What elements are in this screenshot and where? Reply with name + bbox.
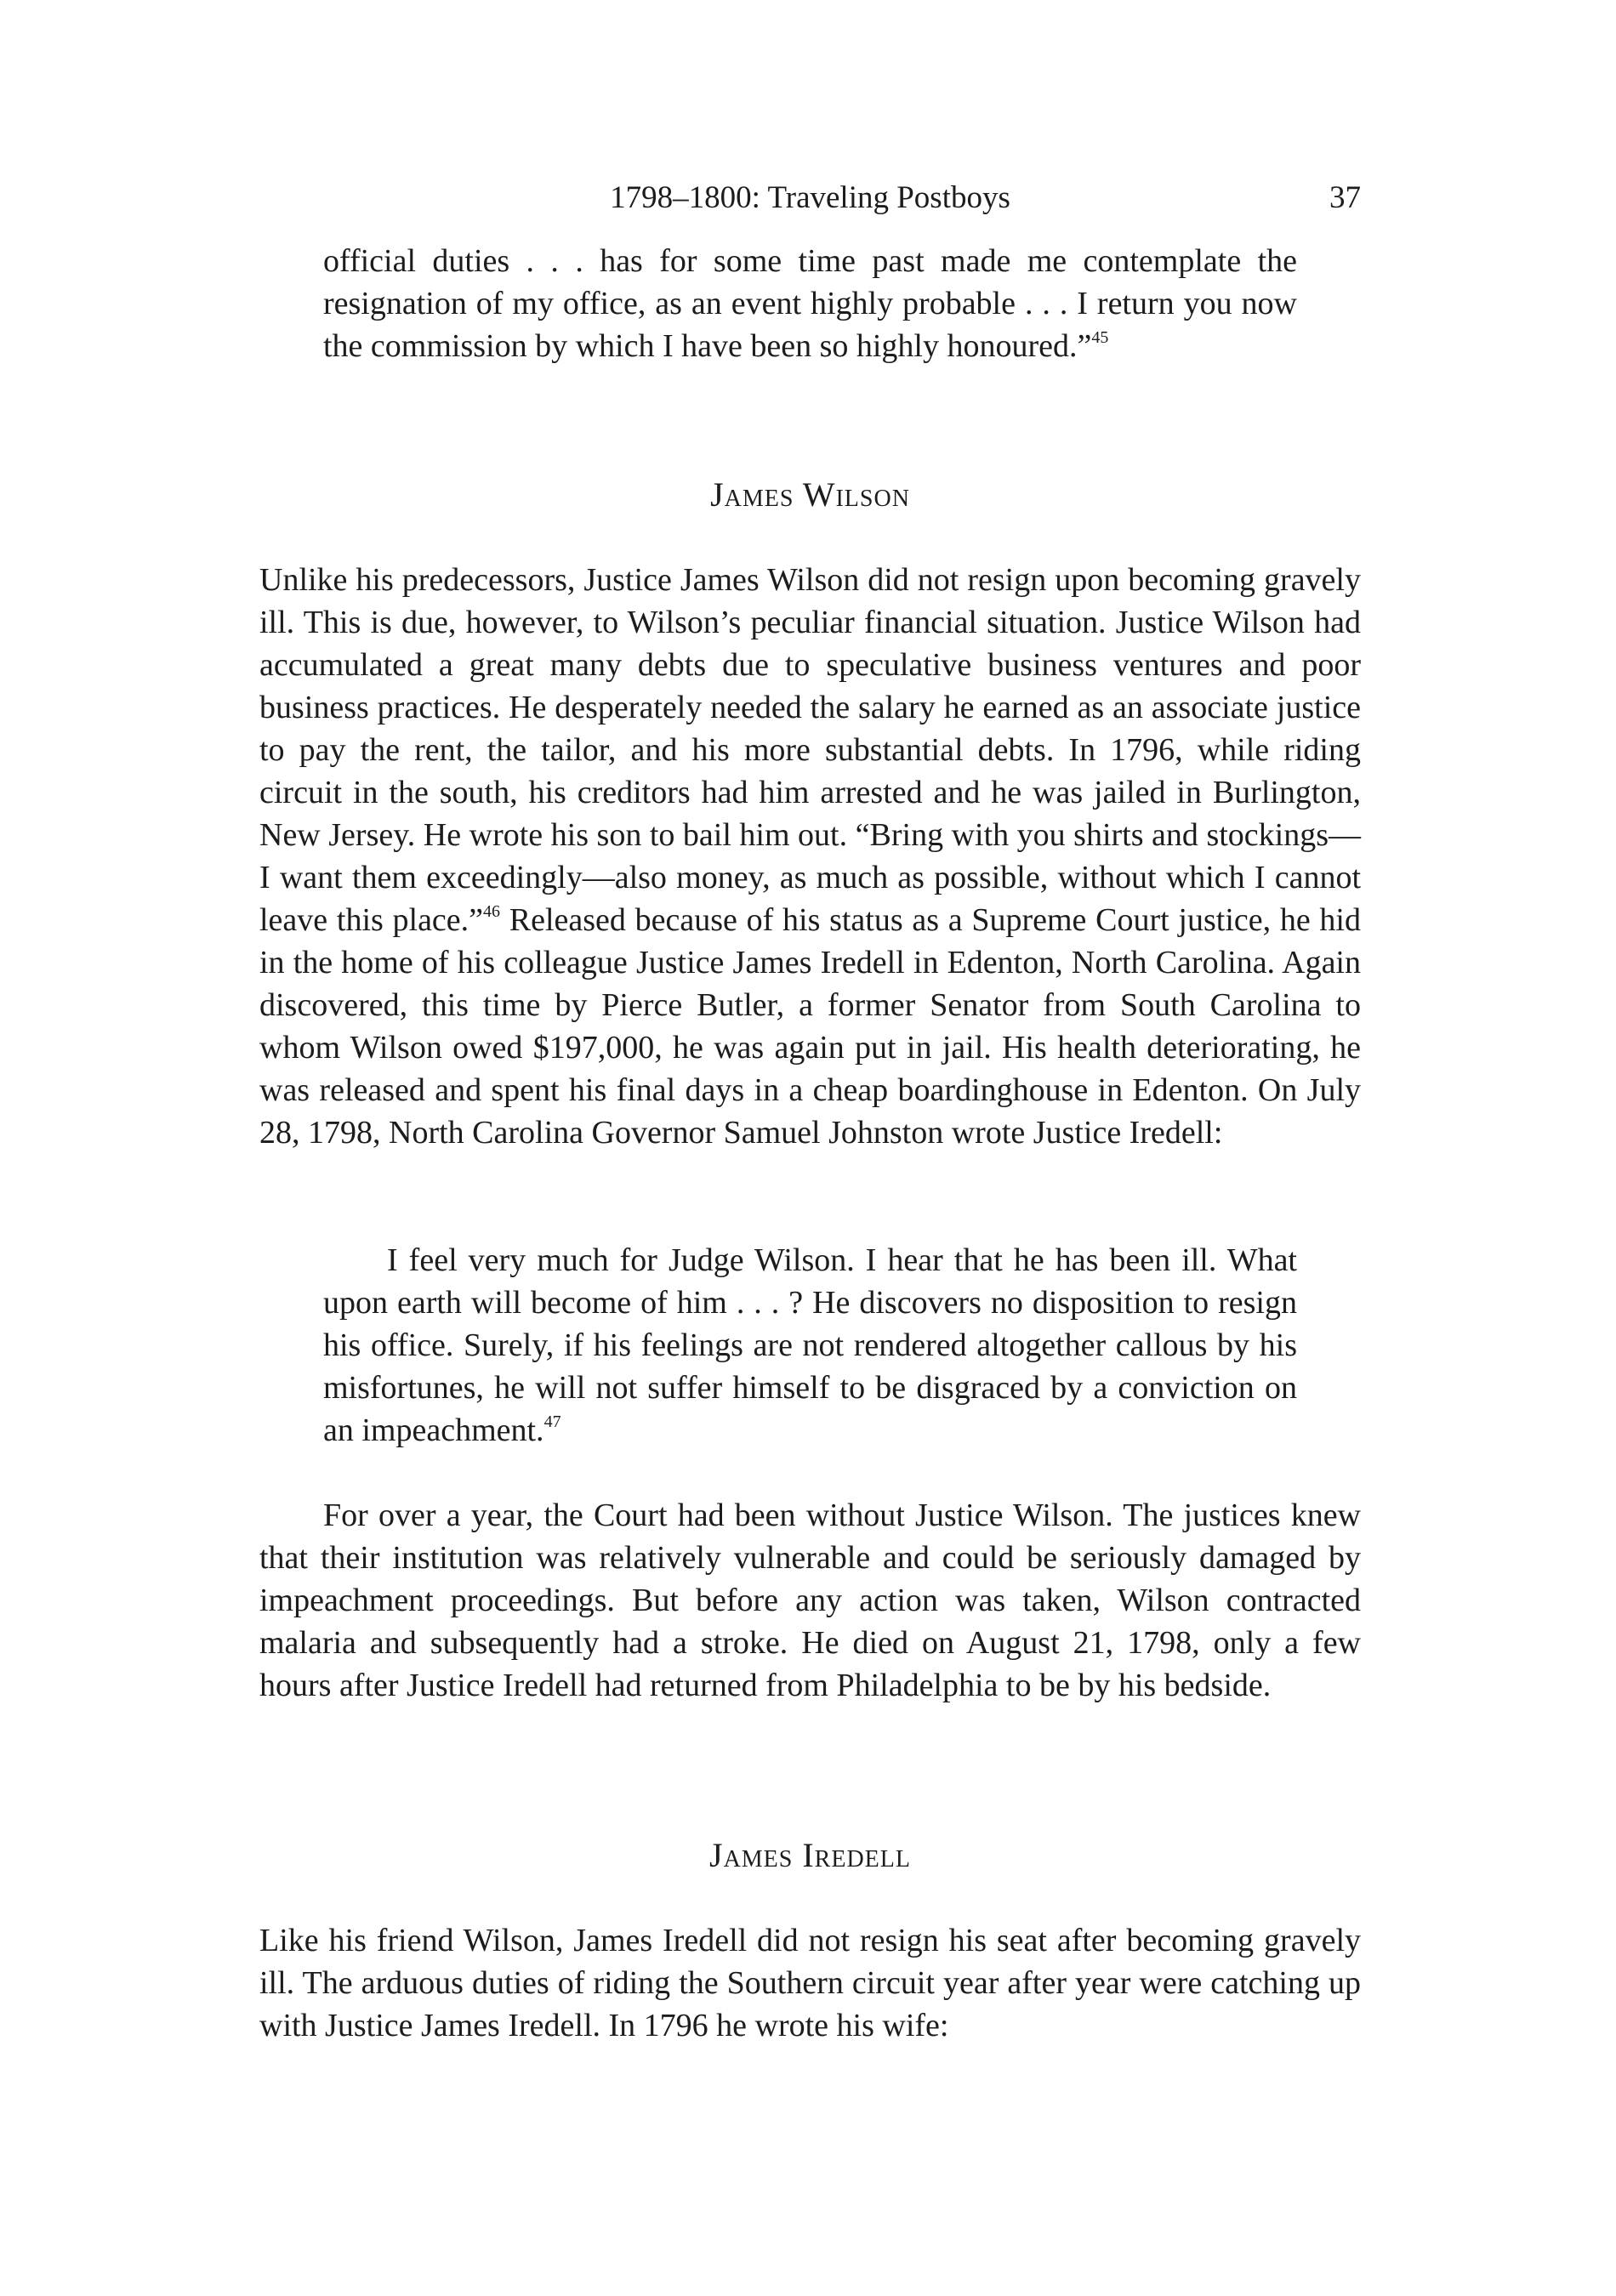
footnote-ref-47: 47 [543,1412,561,1431]
running-head [259,177,1361,219]
paragraph-iredell-intro: Like his friend Wilson, James Iredell did not resign his seat after becoming gravely ill. The arduous duties of riding the Southern circuit year after year were catching up with Justice James Iredell. In 1796 he wrote his wife: [259,1923,1361,2043]
footnote-ref-46: 46 [483,902,501,921]
block-quote-johnston-letter [323,1239,1297,1452]
quote-johnston-text: I feel very much for Judge Wilson. I hear that he has been ill. What upon earth will become of him . . . ? He discovers no disposition to resign his office. Surely, if his feelings are not rendered altogether callous by his misfortunes, he will not suffer himself to be disgraced by a conviction on an impeachment. [323,1242,1297,1448]
footnote-ref-45: 45 [1091,328,1109,347]
page-number: 37 [1329,180,1361,215]
quote-resignation-text: official duties . . . has for some time past made me contemplate the resignation of my office, as an event highly probable . . . I return you now the commission by which I have been so highly honoured.” [323,243,1297,364]
paragraph-wilson-debts-part2: Released because of his status as a Supreme Court justice, he hid in the home of his colleague Justice James Iredell in Edenton, North Carolina. Again discovered, this time by Pierce Butler, a former Senator from South Carolina to whom Wilson owed $197,000, he was again put in jail. His health deteriorating, he was released and spent his final days in a cheap boardinghouse in Edenton. On July 28, 1798, North Carolina Governor Samuel Johnston wrote Justice Iredell: [259,902,1361,1151]
block-quote-resignation [323,240,1297,367]
paragraph-wilson-debts [259,559,1361,1154]
running-head-title: 1798–1800: Traveling Postboys [610,180,1010,215]
paragraph-wilson-debts-part1: Unlike his predecessors, Justice James Wilson did not resign upon becoming gravely ill. This is due, however, to Wilson’s peculiar financial situation. Justice Wilson had accumulated a great many debts due to speculative business ventures and poor business practices. He desperately needed the salary he earned as an associate justice to pay the rent, the tailor, and his more substantial debts. In 1796, while riding circuit in the south, his creditors had him arrested and he was jailed in Burlington, New Jersey. He wrote his son to bail him out. “Bring with you shirts and stockings—I want them exceedingly—also money, as much as possible, without which I cannot leave this place.” [259,562,1361,938]
paragraph-wilson-death: For over a year, the Court had been without Justice Wilson. The justices knew that their institution was relatively vulnerable and could be seriously damaged by impeachment proceedings. But before any action was taken, Wilson contracted malaria and subsequently had a stroke. He died on August 21, 1798, only a few hours after Justice Iredell had returned from Philadelphia to be by his bedside. [259,1498,1361,1703]
section-heading-james-wilson: James Wilson [710,475,910,514]
section-heading-james-iredell: James Iredell [709,1836,911,1874]
